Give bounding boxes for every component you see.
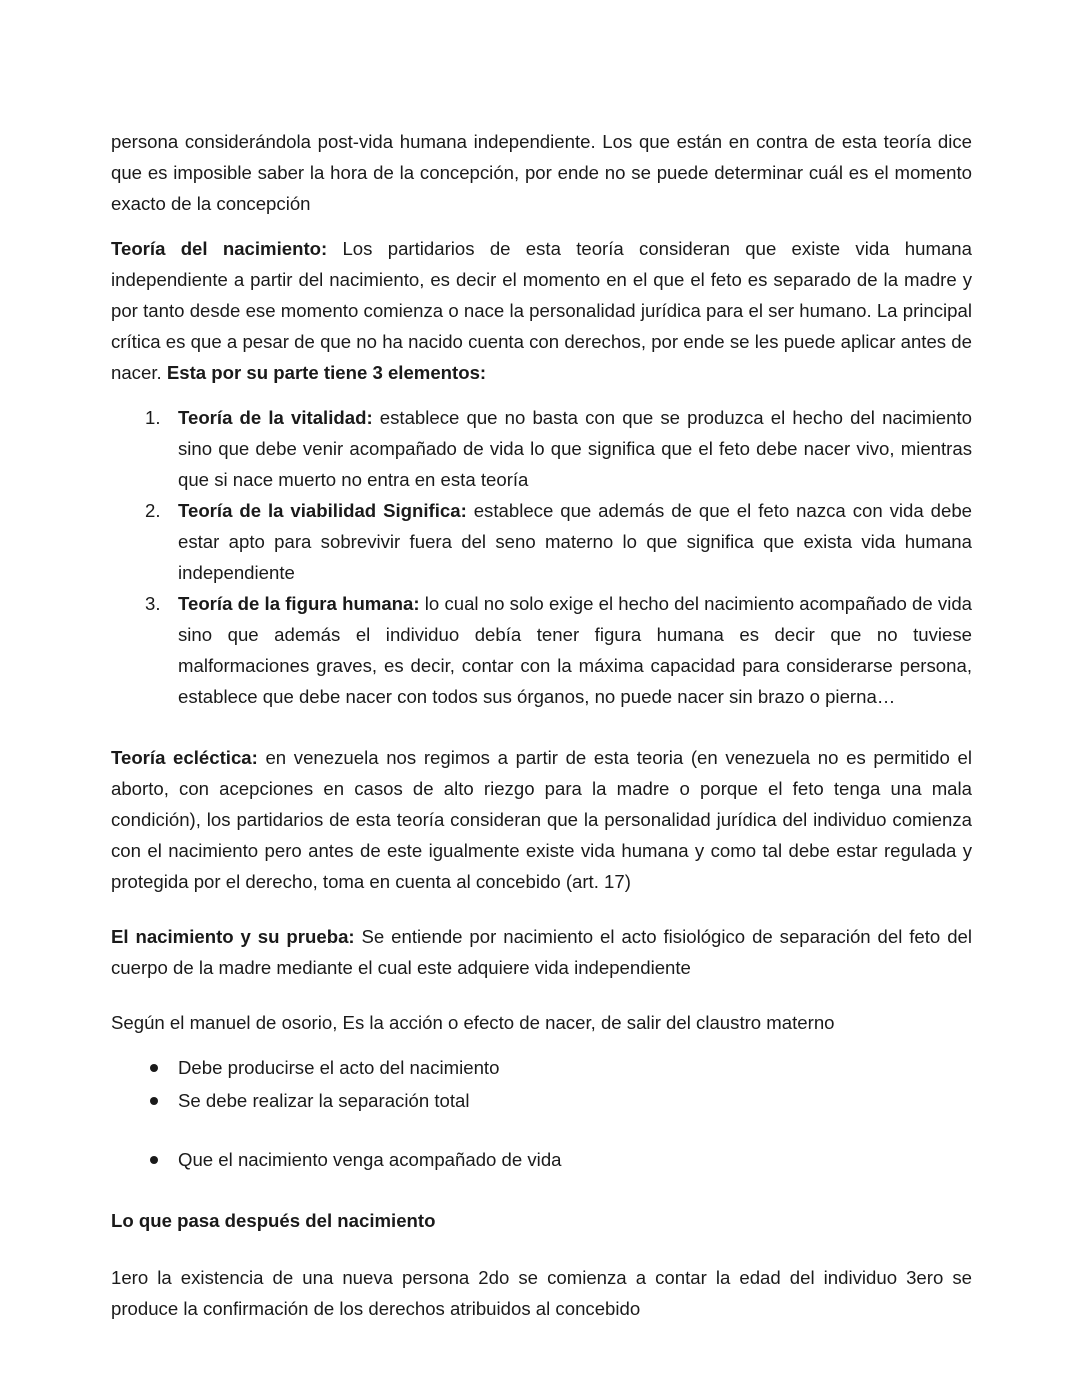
- list-item: [111, 1052, 972, 1083]
- osorio-paragraph-text: Según el manuel de osorio, Es la acción o efecto de nacer, de salir del claustro materno: [111, 1012, 835, 1033]
- elementos-numbered-list: [111, 402, 972, 712]
- teoria-nacimiento-heading: Teoría del nacimiento:: [111, 238, 328, 259]
- list-item-heading: Teoría de la vitalidad:: [178, 407, 373, 428]
- list-item-number: 2.: [145, 500, 161, 521]
- teoria-nacimiento-paragraph: [111, 233, 972, 388]
- list-item-text: establece que además de que el feto nazca con vida debe estar apto para sobrevivir fuera del seno materno lo que significa que exista vida humana independiente: [178, 500, 972, 583]
- list-item-number: 3.: [145, 593, 161, 614]
- paragraph-spacer: [111, 911, 972, 921]
- nacimiento-prueba-text: Se entiende por nacimiento el acto fisiológico de separación del feto del cuerpo de la madre mediante el cual este adquiere vida independiente: [111, 926, 973, 978]
- intro-paragraph: [111, 126, 972, 219]
- list-item-heading: Teoría de la viabilidad Significa:: [178, 500, 467, 521]
- list-item-text: Se debe realizar la separación total: [178, 1090, 470, 1111]
- list-item: [111, 1144, 972, 1175]
- list-item: [111, 1085, 972, 1116]
- bullet-icon: [150, 1144, 158, 1175]
- teoria-eclectica-text: en venezuela nos regimos a partir de esta teoria (en venezuela no es permitido el aborto, con acepciones en casos de alto riezgo para la madre o porque el feto tenga una mala condición), los partidarios de esta teoría consideran que la personalidad jurídica del individuo comienza con el nacimiento pero antes de este igualmente existe vida humana y como tal debe estar regulada y protegida por el derecho, toma en cuenta al concebido (art. 17): [111, 747, 972, 892]
- list-item: [111, 402, 972, 495]
- list-item-text: Que el nacimiento venga acompañado de vida: [178, 1149, 562, 1170]
- list-item-heading: Teoría de la figura humana:: [178, 593, 420, 614]
- teoria-eclectica-heading: Teoría ecléctica:: [111, 747, 258, 768]
- bullet-icon: [150, 1052, 158, 1083]
- nacimiento-bullet-list: [111, 1052, 972, 1175]
- list-item-text: establece que no basta con que se produzca el hecho del nacimiento sino que debe venir acompañado de vida lo que significa que el feto debe nacer vivo, mientras que si nace muerto no entra en esta teoría: [178, 407, 972, 490]
- despues-nacimiento-paragraph: [111, 1262, 972, 1324]
- nacimiento-prueba-heading: El nacimiento y su prueba:: [111, 926, 355, 947]
- intro-paragraph-text: persona considerándola post-vida humana independiente. Los que están en contra de esta teoría dice que es imposible saber la hora de la concepción, por ende no se puede determinar cuál es el momento exacto de la concepción: [111, 131, 972, 214]
- despues-nacimiento-text: 1ero la existencia de una nueva persona 2do se comienza a contar la edad del individuo 3ero se produce la confirmación de los derechos atribuidos al concebido: [111, 1267, 972, 1319]
- list-item-number: 1.: [145, 407, 161, 428]
- document-body: [111, 126, 972, 1324]
- despues-nacimiento-heading-text: Lo que pasa después del nacimiento: [111, 1210, 436, 1231]
- teoria-nacimiento-closing: Esta por su parte tiene 3 elementos:: [166, 362, 487, 383]
- teoria-nacimiento-text: Los partidarios de esta teoría consideran que existe vida humana independiente a partir del nacimiento, es decir el momento en el que el feto es separado de la madre y por tanto desde ese momento comienza o nace la personalidad jurídica para el ser humano. La principal crítica es que a pesar de que no ha nacido cuenta con derechos, por ende se les puede aplicar antes de nacer.: [111, 238, 972, 383]
- paragraph-spacer: [111, 1252, 972, 1262]
- list-item-text: lo cual no solo exige el hecho del nacimiento acompañado de vida sino que además el individuo debía tener figura humana es decir que no tuviese malformaciones graves, es decir, contar con la máxima capacidad para considerarse persona, establece que debe nacer con todos sus órganos, no puede nacer sin brazo o pierna…: [178, 593, 973, 707]
- osorio-paragraph: [111, 1007, 972, 1038]
- bullet-icon: [150, 1085, 158, 1116]
- nacimiento-prueba-paragraph: [111, 921, 972, 983]
- list-item: [111, 495, 972, 588]
- despues-nacimiento-heading: [111, 1205, 972, 1236]
- paragraph-spacer: [111, 997, 972, 1007]
- bullet-list-bottom-spacer: [111, 1177, 972, 1205]
- list-item: [111, 588, 972, 712]
- list-item-text: Debe producirse el acto del nacimiento: [178, 1057, 500, 1078]
- teoria-eclectica-paragraph: [111, 742, 972, 897]
- list-bottom-spacer: [111, 726, 972, 742]
